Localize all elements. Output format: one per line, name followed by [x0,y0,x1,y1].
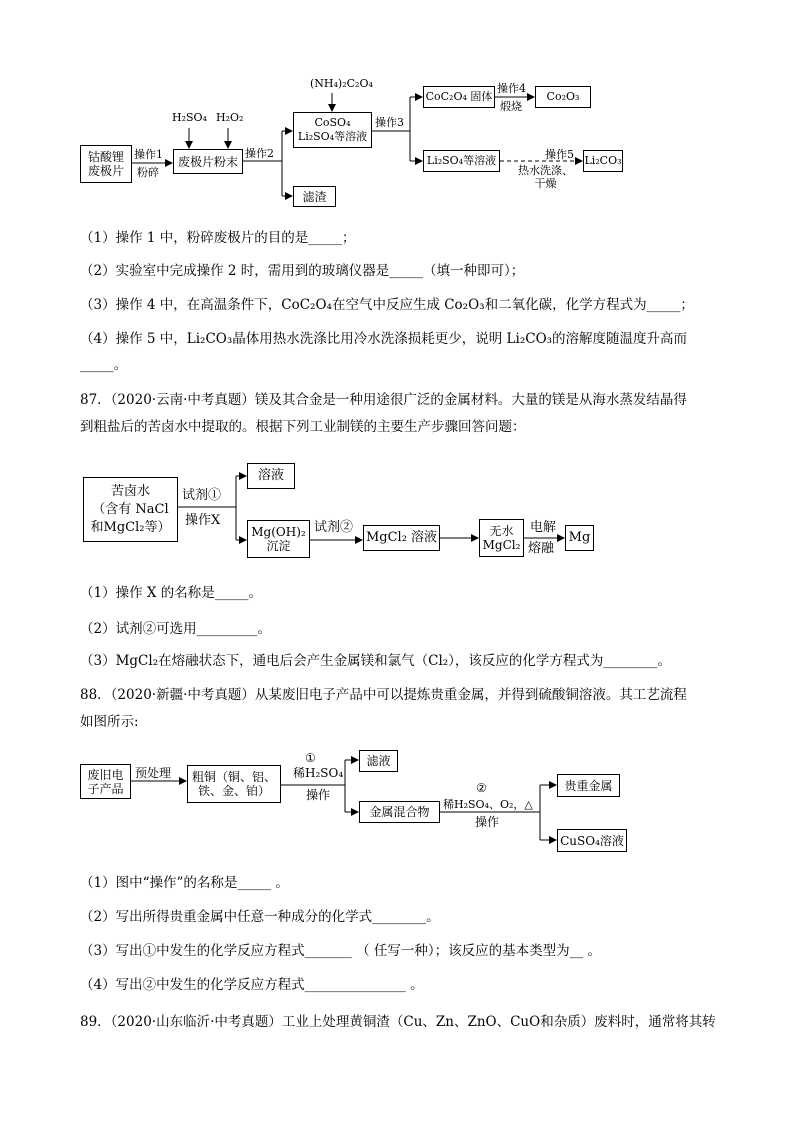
box-solution: 溶液 [247,463,295,489]
p88-intro-1: 88．（2020·新疆·中考真题）从某废旧电子产品中可以提炼贵重金属，并得到硫酸铜溶液。其工艺流程 [80,687,687,703]
box-crude-copper: 粗铜（铜、铝、 铁、金、铂） [187,765,281,803]
p88-question-4: （4）写出②中发生的化学反应方程式_______________ 。 [80,977,424,993]
p87-question-3: （3）MgCl₂在熔融状态下，通电后会产生金属镁和氯气（Cl₂），该反应的化学方程式为________。 [80,653,671,669]
label-op2: 操作2 [245,147,274,160]
label-op1: 操作1 [134,148,163,161]
label-op4: 操作4 [497,82,526,95]
label-pretreatment: 预处理 [135,766,172,780]
label-reagent-2: 试剂② [314,520,354,535]
box-precious-metal: 贵重金属 [557,774,620,797]
box-coso4-solution: CoSO₄ Li₂SO₄等溶液 [293,112,372,148]
p88-question-3: （3）写出①中发生的化学反应方程式_______ （ 任写一种）；该反应的基本类型为__ 。 [80,943,601,959]
question-1-4-blank: _____。 [80,357,128,373]
reagent-ammonium-oxalate: (NH₄)₂C₂O₄ [310,77,373,90]
reagent-h2so4: H₂SO₄ [172,111,207,124]
box-coc2o4-solid: CoC₂O₄ 固体 [423,86,495,108]
p88-question-2: （2）写出所得贵重金属中任意一种成分的化学式________。 [80,909,440,925]
box-residue: 滤渣 [293,186,336,207]
question-1-1: （1）操作 1 中，粉碎废极片的目的是_____； [80,230,356,246]
p89-intro-1: 89．（2020·山东临沂·中考真题）工业上处理黄铜渣（Cu、Zn、ZnO、CuO和杂质）废料时，通常将其转 [80,1014,716,1030]
label-op5-sub: 热水洗涤、 干燥 [518,164,573,190]
reagent-h2o2: H₂O₂ [216,111,244,124]
box-metal-mixture: 金属混合物 [359,801,440,823]
label-op-x: 操作X [185,513,221,528]
p87-question-1: （1）操作 X 的名称是_____。 [80,585,263,601]
label-op1-sub: 粉碎 [137,166,159,179]
label-step-2-reagent: 稀H₂SO₄、O₂，△ [443,798,533,811]
label-op4-sub: 煅烧 [500,100,522,113]
label-step-1-reagent: 稀H₂SO₄ [293,766,344,780]
box-li2so4-solution: Li₂SO₄等溶液 [423,150,500,172]
box-li2co3: Li₂CO₃ [583,150,623,172]
box-mg: Mg [565,525,594,551]
p87-question-2: （2）试剂②可选用_________。 [80,621,271,637]
box-powder: 废极片粉末 [173,149,243,174]
p87-intro-2: 到粗盐后的苦卤水中提取的。根据下列工业制镁的主要生产步骤回答问题： [80,419,526,435]
label-step-1-number: ① [305,751,316,765]
label-molten: 熔融 [528,541,555,556]
label-step-2-number: ② [476,781,487,795]
question-1-2: （2）实验室中完成操作 2 时，需用到的玻璃仪器是_____（填一种即可）； [80,263,525,279]
box-mgcl2-solution: MgCl₂ 溶液 [363,525,440,551]
label-electrolysis: 电解 [530,520,557,535]
box-filtrate: 滤液 [359,750,398,772]
label-op3: 操作3 [375,116,404,129]
box-anhydrous-mgcl2: 无水 MgCl₂ [479,519,524,557]
p88-intro-2: 如图所示: [80,714,139,730]
box-brine: 苦卤水 （含有 NaCl 和MgCl₂等） [83,477,178,542]
label-reagent-1: 试剂① [182,488,222,503]
box-waste-electronics: 废旧电 子产品 [80,764,131,799]
question-1-4: （4）操作 5 中，Li₂CO₃晶体用热水洗涤比用冷水洗涤损耗更少，说明 Li₂CO₃的溶解度随温度升高而 [80,331,688,347]
label-step-2-op: 操作 [475,815,500,829]
box-co2o3: Co₂O₃ [535,86,591,108]
box-mgoh2-precipitate: Mg(OH)₂ 沉淀 [247,520,310,558]
label-step-1-op: 操作 [306,788,331,802]
question-1-3: （3）操作 4 中，在高温条件下，CoC₂O₄在空气中反应生成 Co₂O₃和二氧化碳，化学方程式为_____； [80,297,694,313]
box-cuso4-solution: CuSO₄溶液 [557,829,627,852]
box-waste-electrode: 钴酸锂 废极片 [80,145,132,183]
p88-question-1: （1）图中“操作”的名称是_____ 。 [80,875,289,891]
p87-intro-1: 87．（2020·云南·中考真题）镁及其合金是一种用途很广泛的金属材料。大量的镁是从海水蒸发结晶得 [80,392,687,408]
label-op5: 操作5 [545,148,574,161]
